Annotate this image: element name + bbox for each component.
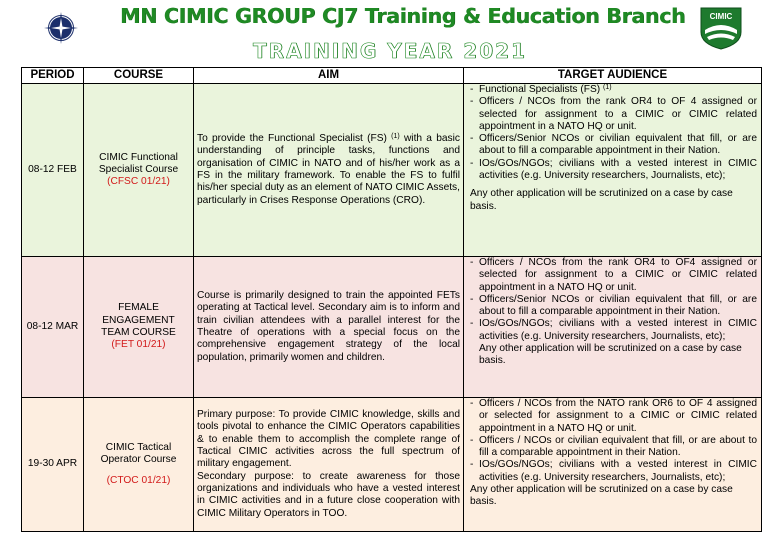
course-name: FEMALE ENGAGEMENT TEAM COURSE <box>101 302 176 338</box>
aim-text: Course is primarily designed to train the appointed FETs operating at Tactical level. Secondary aim is to inform and train civilian attendees with a parallel interest for the Theatre of operations with a special focus on the comprehensive engagement strategy of the local population, primarily women and children. <box>197 290 460 363</box>
aim-text-secondary: Secondary purpose: to create awareness for those organizations and individuals who have a vested interest in CIMIC activities and in a future close cooperation with CIMIC Military Operators in TOO. <box>197 470 460 519</box>
audience-text: IOs/GOs/NGOs; civilians with a vested interest in CIMIC activities (e.g. University researchers, Journalists, etc); <box>479 157 757 182</box>
period-text: 08-12 MAR <box>26 320 79 332</box>
audience-text: Functional Specialists (FS) $^{(1)}$ <box>479 84 612 95</box>
list-item: - Officers/Senior NCOs or civilian equivalent that fill, or are about to fill a comparable appointment in their Nation. <box>470 133 757 157</box>
aim-text: To provide the Functional Specialist (FS) $^{(1)}$ with a basic understanding of principle tasks, functions and organisation of CIMIC in NATO and of his/her work as a FS in the military framework. To enable the FS to fulfil his/her special duty as an element of NATO CIMIC Assets, particularly in Crises Response Operations (CRO). <box>197 133 460 206</box>
period-cell <box>22 398 84 532</box>
period-text: 19-30 APR <box>27 458 78 470</box>
column-header-period: PERIOD <box>22 68 84 84</box>
training-table <box>21 67 762 532</box>
column-header-course: COURSE <box>84 68 194 84</box>
audience-note: Any other application will be scrutinized on a case by case basis. <box>470 484 733 508</box>
course-code: (CTOC 01/21) <box>106 474 171 486</box>
list-item: - Officers / NCOs or civilian equivalent that fill, or are about to fill a comparable appointment in their Nation. <box>470 434 757 459</box>
cimic-logo-text: CIMIC <box>709 12 733 21</box>
course-cell <box>84 257 194 398</box>
audience-text: Officers / NCOs from the rank OR4 to OF 4 assigned or selected for assignment to a CIMIC or CIMIC related appointment in a NATO HQ or unit. <box>479 96 757 132</box>
list-item: - IOs/GOs/NGOs; civilians with a vested interest in CIMIC activities (e.g. University researchers, Journalists, etc); <box>470 459 757 483</box>
period-cell <box>22 84 84 257</box>
target-audience-cell <box>464 257 762 398</box>
aim-cell <box>194 398 464 532</box>
cimic-shield-icon <box>698 6 744 50</box>
target-audience-cell <box>464 84 762 257</box>
list-item: - Officers / NCOs from the NATO rank OR6 to OF 4 assigned or selected for assignment to a CIMIC or CIMIC related appointment in a NATO HQ or unit. <box>470 398 757 434</box>
audience-note: Any other application will be scrutinized on a case by case basis. <box>479 343 742 367</box>
course-cell <box>84 398 194 532</box>
audience-text: IOs/GOs/NGOs; civilians with a vested interest in CIMIC activities (e.g. University researchers, Journalists, etc); <box>479 459 757 483</box>
course-name: CIMIC Tactical Operator Course <box>100 442 177 466</box>
audience-text: Officers / NCOs or civilian equivalent that fill, or are about to fill a comparable appointment in their Nation. <box>479 434 757 459</box>
table-row <box>22 84 762 257</box>
course-name: CIMIC Functional Specialist Course <box>98 151 179 175</box>
table-row <box>22 257 762 398</box>
page-subtitle: TRAINING YEAR 2021 <box>253 39 527 63</box>
course-cell <box>84 84 194 257</box>
nato-compass-star-icon <box>41 10 81 46</box>
period-cell <box>22 257 84 398</box>
list-item: - Officers/Senior NCOs or civilian equivalent that fill, or are about to fill a comparable appointment in their Nation. <box>470 293 757 318</box>
table-header-row <box>22 68 762 84</box>
audience-text: IOs/GOs/NGOs; civilians with a vested interest in CIMIC activities (e.g. University researchers, Journalists, etc); <box>479 318 757 342</box>
course-code: (CFSC 01/21) <box>107 176 170 188</box>
column-header-target-audience: TARGET AUDIENCE <box>464 68 762 84</box>
aim-cell <box>194 257 464 398</box>
audience-text: Officers / NCOs from the rank OR4 to OF4 assigned or selected for assignment to a CIMIC or CIMIC related appointment in a NATO HQ or unit. <box>479 257 757 293</box>
audience-text: Officers/Senior NCOs or civilian equivalent that fill, or are about to fill a comparable appointment in their Nation. <box>479 133 757 157</box>
page-title: MN CIMIC GROUP CJ7 Training & Education Branch <box>120 4 686 28</box>
list-item: - Functional Specialists (FS) $^{(1)}$ <box>470 84 757 96</box>
course-code: (FET 01/21) <box>111 339 166 351</box>
list-item: - IOs/GOs/NGOs; civilians with a vested interest in CIMIC activities (e.g. University researchers, Journalists, etc); <box>470 318 757 342</box>
period-text: 08-12 FEB <box>28 163 77 175</box>
audience-text: Officers / NCOs from the NATO rank OR6 to OF 4 assigned or selected for assignment to a CIMIC or CIMIC related appointment in a NATO HQ or unit. <box>479 398 757 434</box>
target-audience-cell <box>464 398 762 532</box>
column-header-aim: AIM <box>194 68 464 84</box>
audience-text: Officers/Senior NCOs or civilian equivalent that fill, or are about to fill a comparable appointment in their Nation. <box>479 293 757 318</box>
aim-text: Primary purpose: To provide CIMIC knowledge, skills and tools pivotal to enhance the CIMIC Operators capabilities & to enable them to accomplish the complete range of Tactical CIMIC activities across the full spectrum of military engagement. <box>197 409 460 470</box>
table-row <box>22 398 762 532</box>
list-item: - IOs/GOs/NGOs; civilians with a vested interest in CIMIC activities (e.g. University researchers, Journalists, etc); <box>470 157 757 182</box>
aim-cell <box>194 84 464 257</box>
list-item: - Officers / NCOs from the rank OR4 to OF 4 assigned or selected for assignment to a CIMIC or CIMIC related appointment in a NATO HQ or unit. <box>470 96 757 132</box>
list-item: - Officers / NCOs from the rank OR4 to OF4 assigned or selected for assignment to a CIMIC or CIMIC related appointment in a NATO HQ or unit. <box>470 257 757 293</box>
audience-note: Any other application will be scrutinized on a case by case basis. <box>470 188 733 212</box>
